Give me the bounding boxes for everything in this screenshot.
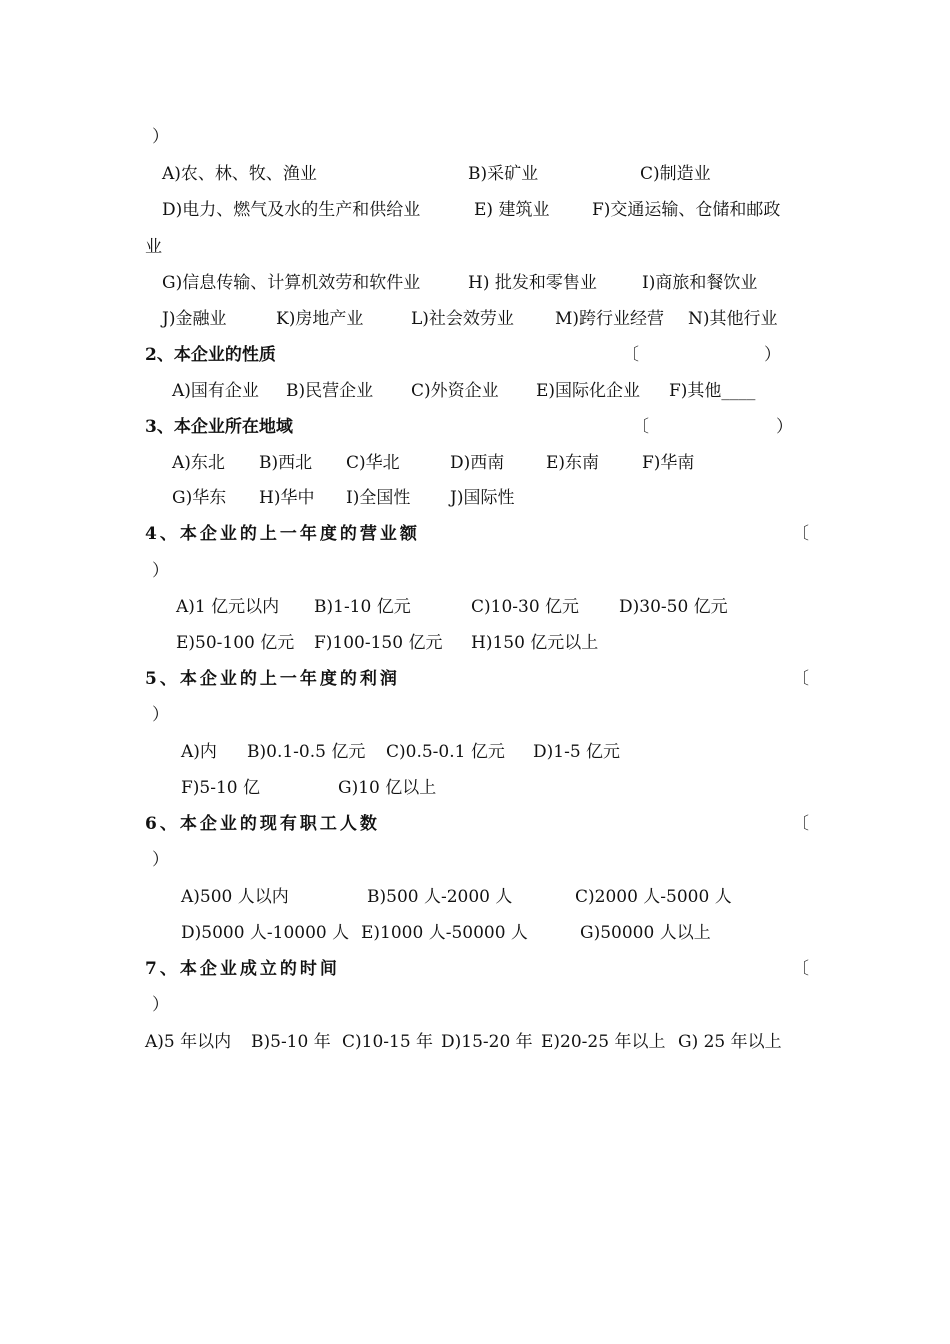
- q3-option-a: A)东北: [172, 453, 225, 473]
- q1-close-bracket: ）: [152, 127, 169, 147]
- q4-option-d: D)30-50 亿元: [619, 597, 728, 617]
- q7-open-bracket: 〔: [792, 959, 809, 979]
- q5-option-b: B)0.1-0.5 亿元: [247, 742, 366, 762]
- q3-option-g: G)华东: [172, 488, 227, 508]
- q4-close-bracket: ）: [152, 561, 169, 581]
- q6-option-d: D)5000 人-10000 人: [181, 923, 350, 943]
- q4-option-h: H)150 亿元以上: [471, 633, 599, 653]
- q7-option-b: B)5-10 年: [251, 1032, 331, 1052]
- q2-close-bracket: ）: [764, 345, 781, 365]
- q4-option-a: A)1 亿元以内: [176, 597, 280, 617]
- q1-option-f: F)交通运输、仓储和邮政: [592, 200, 781, 220]
- q3-option-f: F)华南: [642, 453, 695, 473]
- q1-option-m: M)跨行业经营: [555, 309, 665, 329]
- q5-open-bracket: 〔: [792, 669, 809, 689]
- q5-option-c: C)0.5-0.1 亿元: [386, 742, 505, 762]
- q3-close-bracket: ）: [776, 417, 793, 437]
- q1-option-k: K)房地产业: [276, 309, 364, 329]
- q6-option-c: C)2000 人-5000 人: [575, 887, 732, 907]
- q1-option-e: E) 建筑业: [474, 200, 550, 220]
- q1-option-i: I)商旅和餐饮业: [642, 273, 758, 293]
- q4-title: 4、本企业的上一年度的营业额: [145, 524, 420, 544]
- q5-option-g: G)10 亿以上: [338, 778, 437, 798]
- q1-option-l: L)社会效劳业: [411, 309, 514, 329]
- q3-option-d: D)西南: [450, 453, 505, 473]
- q1-option-d: D)电力、燃气及水的生产和供给业: [162, 200, 421, 220]
- q1-option-g: G)信息传输、计算机效劳和软件业: [162, 273, 421, 293]
- q6-title: 6、本企业的现有职工人数: [145, 814, 380, 834]
- q5-option-f: F)5-10 亿: [181, 778, 261, 798]
- q2-open-bracket: 〔: [622, 345, 639, 365]
- q3-open-bracket: 〔: [632, 417, 649, 437]
- q2-option-a: A)国有企业: [172, 381, 259, 401]
- q2-option-c: C)外资企业: [411, 381, 499, 401]
- q3-option-i: I)全国性: [346, 488, 411, 508]
- q1-option-b: B)采矿业: [468, 164, 539, 184]
- q2-option-e: E)国际化企业: [536, 381, 641, 401]
- q3-option-e: E)东南: [546, 453, 600, 473]
- q7-option-d: D)15-20 年: [441, 1032, 533, 1052]
- q7-title: 7、本企业成立的时间: [145, 959, 340, 979]
- q6-option-b: B)500 人-2000 人: [367, 887, 513, 907]
- q5-option-a: A)内: [181, 742, 217, 762]
- q1-option-n: N)其他行业: [688, 309, 778, 329]
- q7-close-bracket: ）: [152, 995, 169, 1015]
- q6-option-g: G)50000 人以上: [580, 923, 711, 943]
- q4-option-f: F)100-150 亿元: [314, 633, 443, 653]
- q4-open-bracket: 〔: [792, 524, 809, 544]
- q3-title: 3、本企业所在地域: [145, 417, 293, 437]
- q6-option-e: E)1000 人-50000 人: [361, 923, 528, 943]
- q7-option-g: G) 25 年以上: [678, 1032, 782, 1052]
- q1-option-h: H) 批发和零售业: [468, 273, 597, 293]
- q7-option-e: E)20-25 年以上: [541, 1032, 666, 1052]
- q4-option-e: E)50-100 亿元: [176, 633, 295, 653]
- q5-option-d: D)1-5 亿元: [533, 742, 621, 762]
- q2-option-b: B)民营企业: [286, 381, 374, 401]
- q1-option-f-continued: 业: [145, 237, 162, 257]
- q4-option-c: C)10-30 亿元: [471, 597, 580, 617]
- q3-option-b: B)西北: [259, 453, 313, 473]
- q5-close-bracket: ）: [152, 705, 169, 725]
- q4-option-b: B)1-10 亿元: [314, 597, 411, 617]
- q7-option-a: A)5 年以内: [145, 1032, 232, 1052]
- q6-close-bracket: ）: [152, 850, 169, 870]
- q1-option-a: A)农、林、牧、渔业: [162, 164, 317, 184]
- q3-option-j: J)国际性: [450, 488, 515, 508]
- q2-title: 2、本企业的性质: [145, 345, 276, 365]
- q6-open-bracket: 〔: [792, 814, 809, 834]
- q1-option-c: C)制造业: [640, 164, 711, 184]
- q2-option-f: F)其他____: [669, 381, 756, 401]
- q3-option-h: H)华中: [259, 488, 315, 508]
- q7-option-c: C)10-15 年: [342, 1032, 434, 1052]
- q3-option-c: C)华北: [346, 453, 400, 473]
- q5-title: 5、本企业的上一年度的利润: [145, 669, 400, 689]
- q6-option-a: A)500 人以内: [181, 887, 289, 907]
- q1-option-j: J)金融业: [162, 309, 227, 329]
